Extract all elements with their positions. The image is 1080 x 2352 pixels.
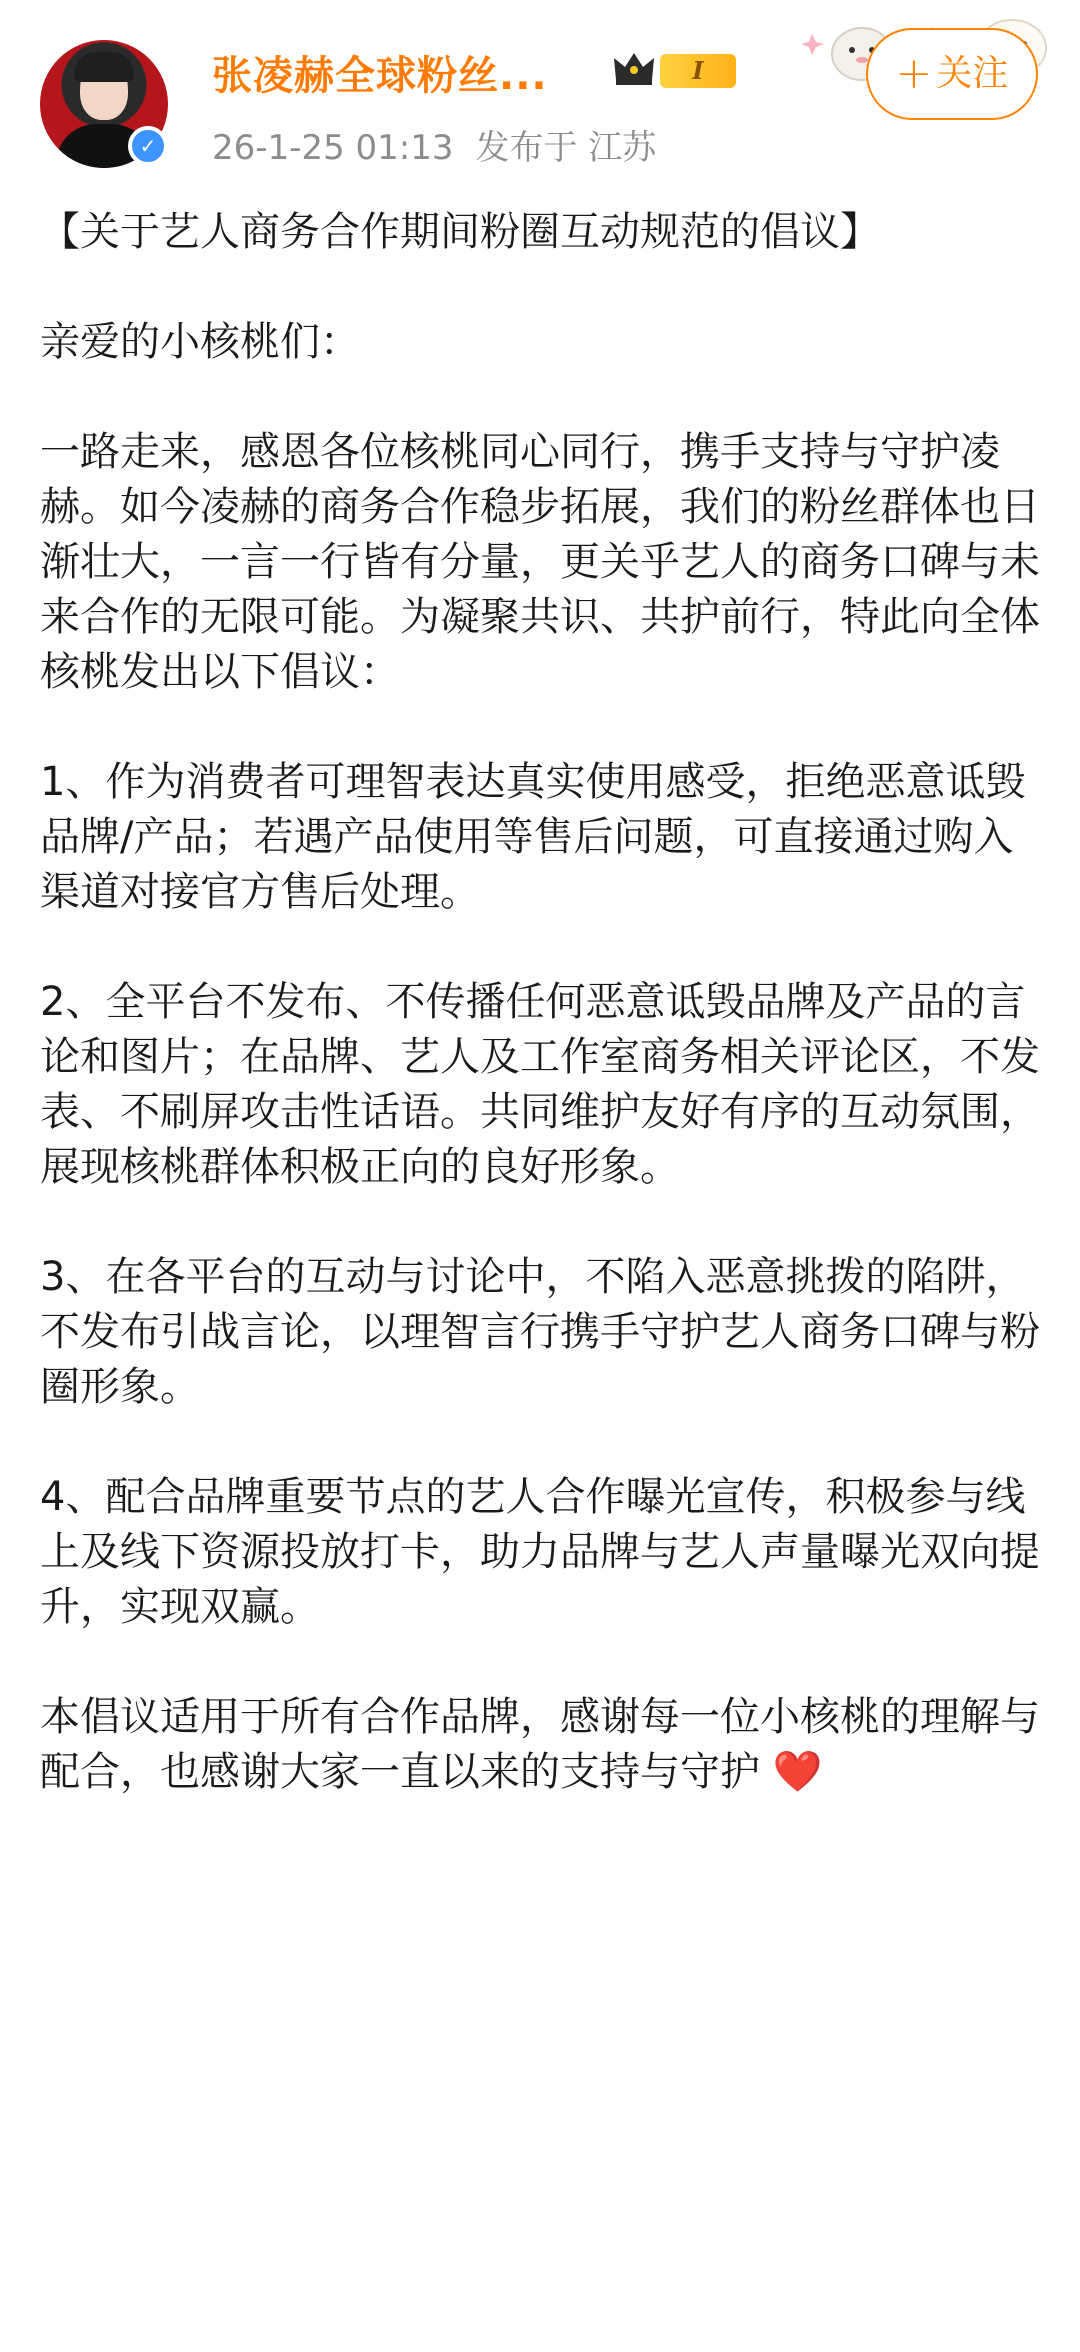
heart-icon: ❤️ [772,1749,823,1795]
proposal-item-3: 3、在各平台的互动与讨论中，不陷入恶意挑拨的陷阱，不发布引战言论，以理智言行携手守护艺人商务口碑与粉圈形象。 [40,1254,1040,1410]
post-meta [212,120,656,169]
post-greeting: 亲爱的小核桃们： [40,319,360,365]
proposal-item-2: 2、全平台不发布、不传播任何恶意诋毁品牌及产品的言论和图片；在品牌、艺人及工作室商务相关评论区，不发表、不刷屏攻击性话语。共同维护友好有序的互动氛围，展现核桃群体积极正向的良好形象。 [40,979,1040,1190]
username[interactable]: 张凌赫全球粉丝... [212,53,548,99]
crown-icon [612,50,656,86]
post-closing-text: 本倡议适用于所有合作品牌，感谢每一位小核桃的理解与配合，也感谢大家一直以来的支持与守护 [40,1694,1040,1795]
post-location: 发布于 江苏 [475,128,657,168]
verified-icon: ✓ [128,126,168,166]
proposal-item-1: 1、作为消费者可理智表达真实使用感受，拒绝恶意诋毁品牌/产品；若遇产品使用等售后问题，可直接通过购入渠道对接官方售后处理。 [40,759,1026,915]
fan-level-badge: I [660,54,736,88]
proposal-item-4: 4、配合品牌重要节点的艺人合作曝光宣传，积极参与线上及线下资源投放打卡，助力品牌与艺人声量曝光双向提升，实现双赢。 [40,1474,1040,1630]
post-header [0,0,1080,190]
post-timestamp: 26-1-25 01:13 [212,128,454,168]
post-body [40,205,1040,1800]
post-closing [40,1690,1040,1800]
follow-button[interactable]: + 关注 [866,28,1038,120]
post-intro: 一路走来，感恩各位核桃同心同行，携手支持与守护凌赫。如今凌赫的商务合作稳步拓展，我们的粉丝群体也日渐壮大，一言一行皆有分量，更关乎艺人的商务口碑与未来合作的无限可能。为凝聚共识、共护前行，特此向全体核桃发出以下倡议： [40,429,1040,695]
post-title: 【关于艺人商务合作期间粉圈互动规范的倡议】 [40,209,880,255]
